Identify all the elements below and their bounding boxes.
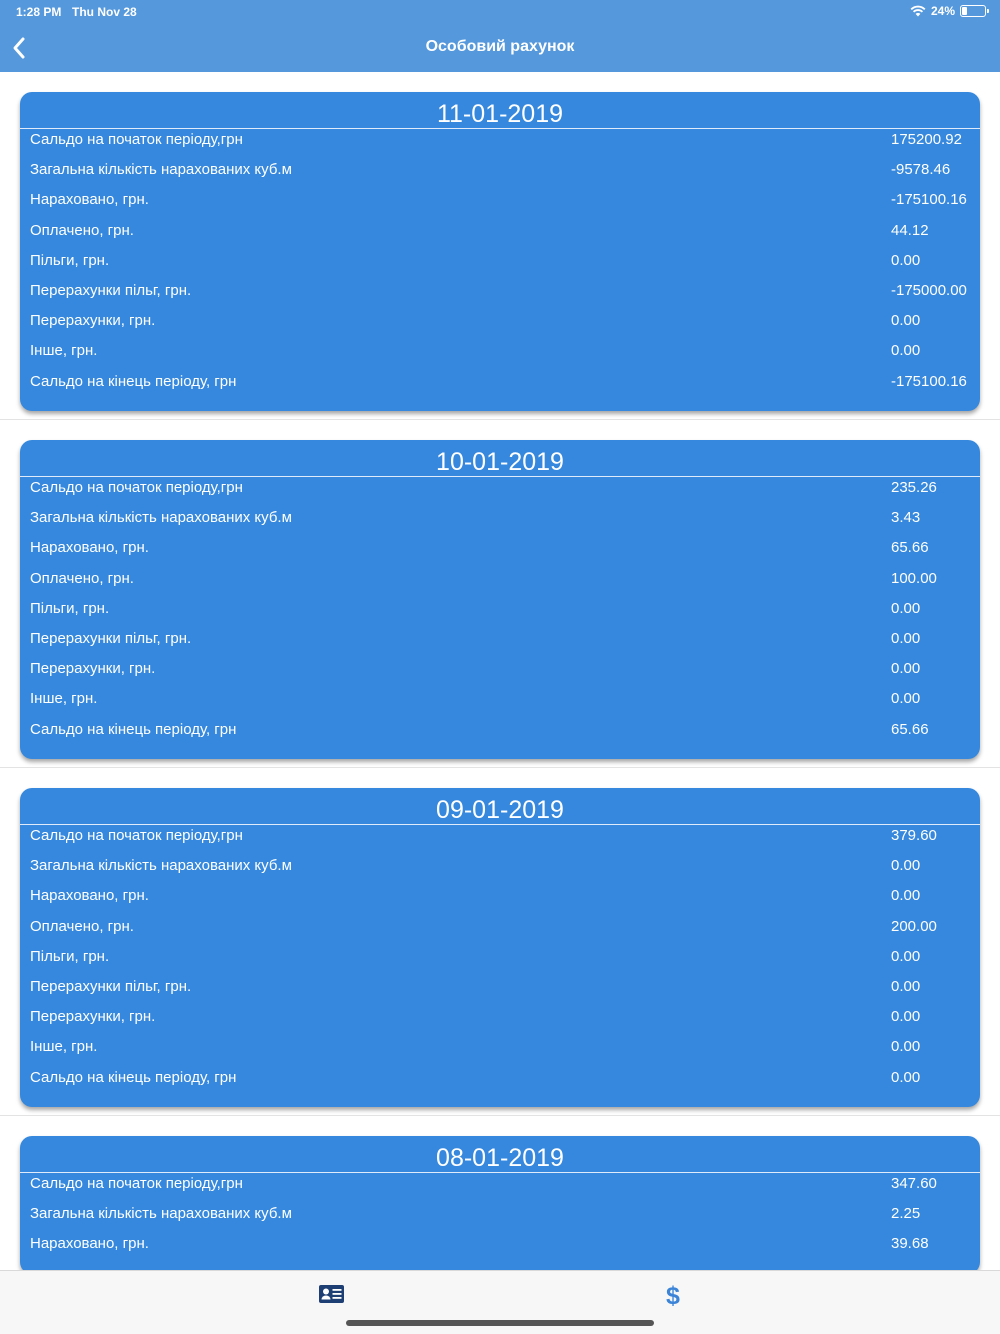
statement-cell[interactable] xyxy=(0,1116,1000,1270)
nav-bar xyxy=(0,24,1000,72)
row-label: Пільги, грн. xyxy=(30,947,110,965)
statement-date: 10-01-2019 xyxy=(20,440,980,477)
row-value: 0.00 xyxy=(891,1008,921,1026)
row-label: Перерахунки пільг, грн. xyxy=(30,281,192,299)
row-value: 0.00 xyxy=(891,629,921,647)
statement-row xyxy=(20,855,980,885)
statement-row xyxy=(20,946,980,976)
row-label: Перерахунки, грн. xyxy=(30,1008,156,1026)
row-value: 0.00 xyxy=(891,1038,921,1056)
statement-row xyxy=(20,159,980,189)
row-value: 0.00 xyxy=(891,1068,921,1086)
statement-list[interactable] xyxy=(0,72,1000,1270)
row-label: Оплачено, грн. xyxy=(30,221,134,239)
row-label: Сальдо на початок періоду,грн xyxy=(30,131,243,148)
top-bar xyxy=(0,0,1000,72)
statement-row xyxy=(20,1203,980,1233)
statement-row xyxy=(20,477,980,507)
row-label: Перерахунки, грн. xyxy=(30,660,156,678)
statement-row xyxy=(20,885,980,915)
row-value: 0.00 xyxy=(891,342,921,360)
row-value: 347.60 xyxy=(891,1175,937,1192)
row-label: Пільги, грн. xyxy=(30,251,110,269)
row-label: Сальдо на початок періоду,грн xyxy=(30,827,243,844)
row-value: 0.00 xyxy=(891,599,921,617)
row-label: Пільги, грн. xyxy=(30,599,110,617)
row-value: 0.00 xyxy=(891,660,921,678)
row-label: Сальдо на початок періоду,грн xyxy=(30,479,243,496)
status-time: 1:28 PM xyxy=(16,5,62,19)
statement-row xyxy=(20,1233,980,1263)
svg-text:$: $ xyxy=(666,1282,680,1309)
statement-row xyxy=(20,688,980,718)
statement-cell[interactable] xyxy=(0,420,1000,768)
row-value: 200.00 xyxy=(891,917,937,935)
statement-row xyxy=(20,976,980,1006)
row-label: Сальдо на кінець періоду, грн xyxy=(30,1068,237,1086)
row-label: Оплачено, грн. xyxy=(30,569,134,587)
row-label: Перерахунки пільг, грн. xyxy=(30,977,192,995)
statement-cell[interactable] xyxy=(0,72,1000,420)
statement-row xyxy=(20,1173,980,1203)
statement-row xyxy=(20,189,980,219)
row-label: Нараховано, грн. xyxy=(30,1235,149,1253)
page-title: Особовий рахунок xyxy=(425,38,575,55)
row-value: 0.00 xyxy=(891,947,921,965)
row-value: -175100.16 xyxy=(891,191,967,209)
row-value: 3.43 xyxy=(891,509,921,527)
row-value: 100.00 xyxy=(891,569,937,587)
row-label: Нараховано, грн. xyxy=(30,887,149,905)
row-value: 39.68 xyxy=(891,1235,929,1253)
statement-row xyxy=(20,250,980,280)
row-label: Загальна кількість нарахованих куб.м xyxy=(30,509,292,527)
row-label: Інше, грн. xyxy=(30,1038,98,1056)
statement-row xyxy=(20,507,980,537)
statement-row xyxy=(20,658,980,688)
row-label: Оплачено, грн. xyxy=(30,917,134,935)
row-value: 235.26 xyxy=(891,479,937,496)
dollar-icon xyxy=(660,1281,686,1309)
row-value: 175200.92 xyxy=(891,131,962,148)
row-value: -175100.16 xyxy=(891,372,967,390)
row-value: 65.66 xyxy=(891,720,929,738)
statement-date: 11-01-2019 xyxy=(20,92,980,129)
row-value: 65.66 xyxy=(891,539,929,557)
statement-row xyxy=(20,916,980,946)
statement-row xyxy=(20,310,980,340)
row-value: 0.00 xyxy=(891,690,921,708)
row-value: -175000.00 xyxy=(891,281,967,299)
battery-icon xyxy=(960,5,986,17)
row-value: 0.00 xyxy=(891,251,921,269)
status-date: Thu Nov 28 xyxy=(72,5,137,19)
row-label: Загальна кількість нарахованих куб.м xyxy=(30,161,292,179)
battery-percent: 24% xyxy=(930,4,955,18)
statement-row xyxy=(20,220,980,250)
row-label: Сальдо на кінець періоду, грн xyxy=(30,372,237,390)
account-card-icon xyxy=(318,1283,346,1305)
row-label: Інше, грн. xyxy=(30,342,98,360)
row-label: Інше, грн. xyxy=(30,690,98,708)
tab-account[interactable] xyxy=(318,1283,346,1305)
row-label: Сальдо на кінець періоду, грн xyxy=(30,720,237,738)
row-label: Нараховано, грн. xyxy=(30,539,149,557)
wifi-icon xyxy=(910,5,926,17)
statement-row xyxy=(20,568,980,598)
status-indicators xyxy=(910,4,986,18)
row-label: Загальна кількість нарахованих куб.м xyxy=(30,1205,292,1223)
statement-cell[interactable] xyxy=(0,768,1000,1116)
row-value: 0.00 xyxy=(891,887,921,905)
row-label: Нараховано, грн. xyxy=(30,191,149,209)
statement-row xyxy=(20,598,980,628)
row-value: 44.12 xyxy=(891,221,929,239)
battery-level xyxy=(962,7,967,15)
statement-date: 09-01-2019 xyxy=(20,788,980,825)
row-label: Перерахунки пільг, грн. xyxy=(30,629,192,647)
statement-row xyxy=(20,280,980,310)
statement-card[interactable] xyxy=(20,440,980,759)
row-value: 0.00 xyxy=(891,857,921,875)
statement-row xyxy=(20,719,980,749)
row-value: -9578.46 xyxy=(891,161,951,179)
statement-row xyxy=(20,340,980,370)
statement-row xyxy=(20,1006,980,1036)
statement-card[interactable] xyxy=(20,1136,980,1270)
row-value: 0.00 xyxy=(891,312,921,330)
statement-row xyxy=(20,1036,980,1066)
status-bar xyxy=(0,0,1000,24)
statement-row xyxy=(20,1067,980,1097)
statement-date: 08-01-2019 xyxy=(20,1136,980,1173)
statement-row xyxy=(20,371,980,401)
row-label: Перерахунки, грн. xyxy=(30,312,156,330)
statement-row xyxy=(20,129,980,159)
statement-row xyxy=(20,825,980,855)
row-value: 0.00 xyxy=(891,977,921,995)
row-value: 2.25 xyxy=(891,1205,921,1223)
statement-card[interactable] xyxy=(20,92,980,411)
statement-row xyxy=(20,537,980,567)
tab-payment[interactable] xyxy=(660,1281,686,1309)
statement-card[interactable] xyxy=(20,788,980,1107)
statement-row xyxy=(20,628,980,658)
row-label: Сальдо на початок періоду,грн xyxy=(30,1175,243,1192)
row-value: 379.60 xyxy=(891,827,937,844)
home-indicator xyxy=(346,1320,654,1326)
row-label: Загальна кількість нарахованих куб.м xyxy=(30,857,292,875)
